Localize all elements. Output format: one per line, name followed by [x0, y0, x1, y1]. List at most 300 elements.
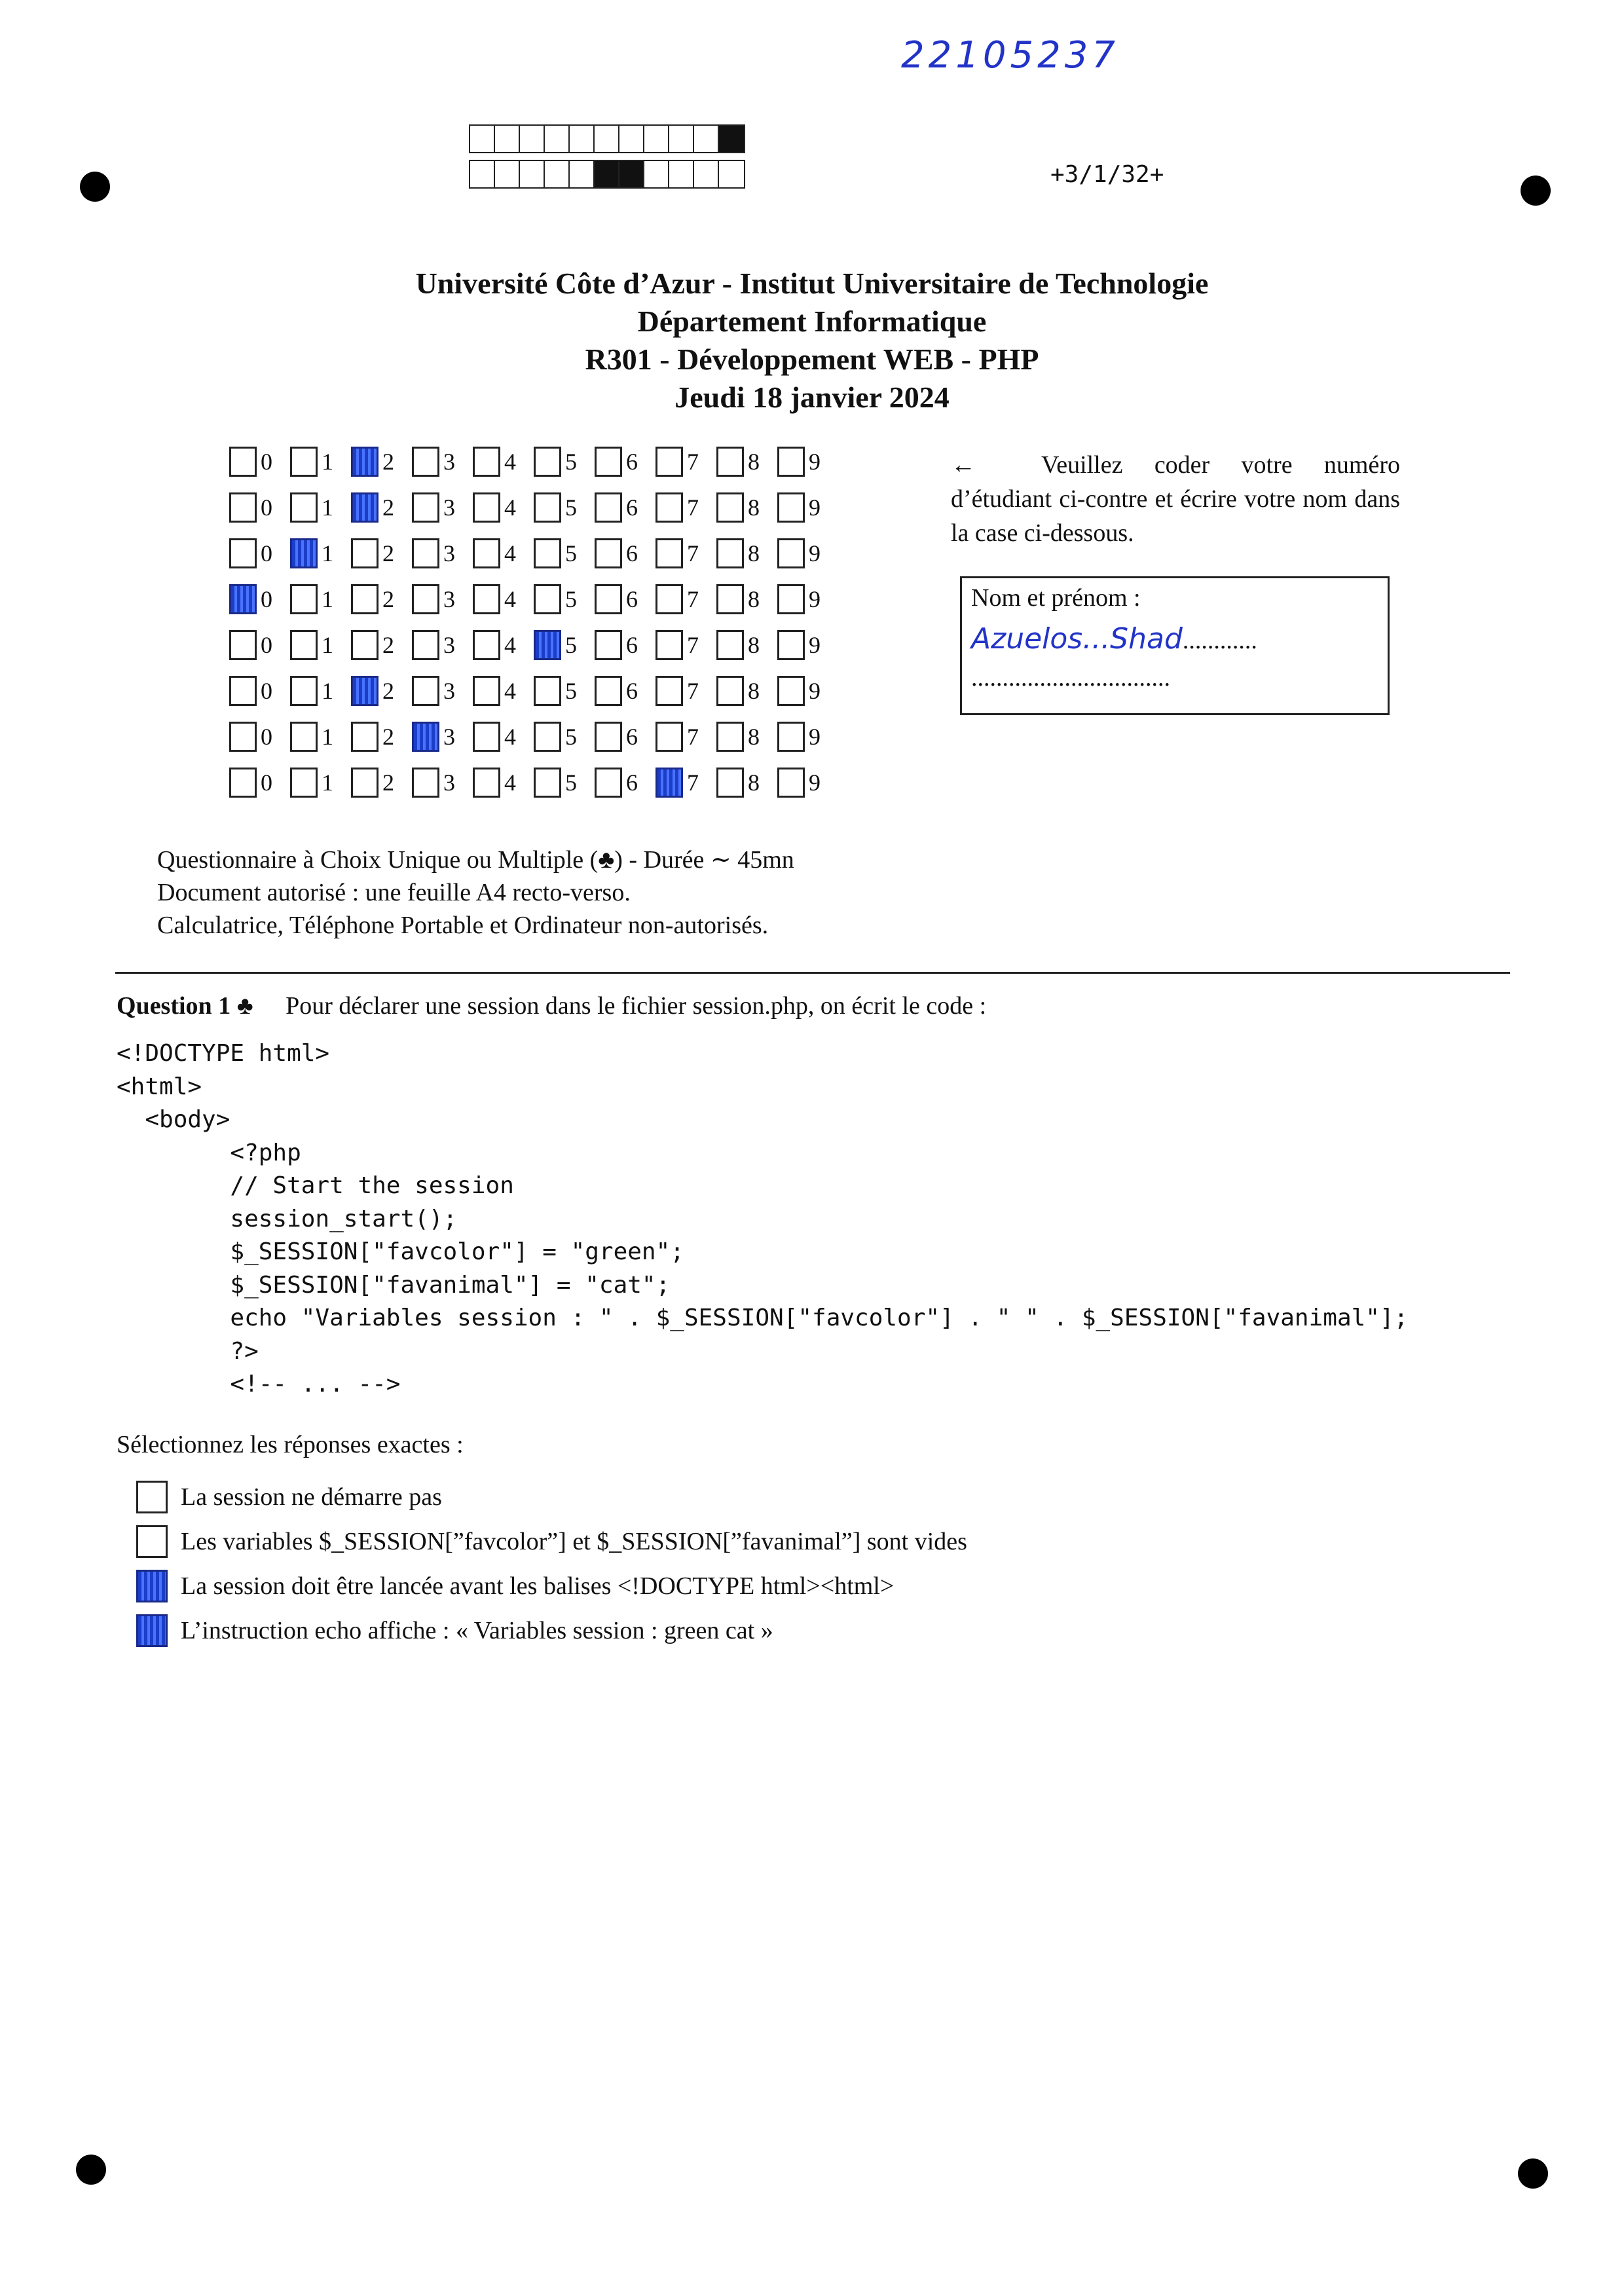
digit-checkbox[interactable] [777, 492, 805, 523]
digit-label: 5 [565, 586, 577, 612]
digit-checkbox[interactable] [229, 584, 257, 614]
digit-checkbox[interactable] [595, 722, 622, 752]
digit-label: 8 [748, 494, 760, 521]
digit-cell [777, 538, 838, 568]
digit-label: 9 [809, 540, 821, 566]
digit-label: 3 [443, 678, 455, 704]
digit-label: 6 [626, 586, 638, 612]
digit-checkbox[interactable] [777, 722, 805, 752]
digit-label: 0 [261, 586, 272, 612]
answer-text: L’instruction echo affiche : « Variables session : green cat » [181, 1616, 773, 1644]
digit-label: 5 [565, 494, 577, 521]
digit-cell [412, 584, 473, 614]
digit-cell [655, 722, 716, 752]
digit-cell [290, 676, 351, 706]
digit-label: 3 [443, 769, 455, 796]
digit-checkbox[interactable] [229, 630, 257, 660]
name-dots-1: ............ [1182, 627, 1257, 654]
digit-label: 7 [687, 494, 699, 521]
digit-cell [473, 447, 534, 477]
digit-checkbox[interactable] [655, 492, 683, 523]
digit-cell [351, 584, 412, 614]
digit-checkbox[interactable] [534, 584, 561, 614]
digit-cell [229, 584, 290, 614]
select-prompt: Sélectionnez les réponses exactes : [117, 1430, 464, 1458]
digit-checkbox[interactable] [351, 676, 378, 706]
digit-label: 2 [382, 632, 394, 658]
digit-cell [229, 768, 290, 798]
digit-label: 7 [687, 724, 699, 750]
digit-label: 1 [322, 494, 333, 521]
code-line: echo "Variables session : " . $_SESSION["favcolor"] . " " . $_SESSION["favanimal"]; [117, 1305, 1409, 1331]
digit-cell [229, 676, 290, 706]
barcode-cell [570, 161, 595, 187]
digit-label: 0 [261, 678, 272, 704]
digit-checkbox[interactable] [290, 630, 318, 660]
digit-checkbox[interactable] [534, 722, 561, 752]
barcode-cell [470, 126, 495, 152]
digit-checkbox[interactable] [229, 722, 257, 752]
digit-cell [290, 447, 351, 477]
barcode-cell [644, 126, 669, 152]
digit-cell [412, 538, 473, 568]
digit-cell [716, 584, 777, 614]
barcode-cell [570, 126, 595, 152]
barcode-cell [495, 126, 520, 152]
digit-checkbox[interactable] [716, 584, 744, 614]
digit-cell [290, 584, 351, 614]
digit-label: 3 [443, 494, 455, 521]
digit-label: 0 [261, 769, 272, 796]
digit-cell [473, 630, 534, 660]
digit-label: 8 [748, 586, 760, 612]
handwritten-name: Azuelos...Shad [971, 622, 1183, 656]
digit-checkbox[interactable] [777, 447, 805, 477]
digit-label: 3 [443, 449, 455, 475]
registration-dot-top-right [1521, 176, 1551, 206]
barcode-cell [595, 126, 619, 152]
digit-checkbox[interactable] [595, 447, 622, 477]
digit-cell [534, 538, 595, 568]
digit-checkbox[interactable] [777, 538, 805, 568]
digit-checkbox[interactable] [655, 768, 683, 798]
page-marker: +3/1/32+ [1050, 161, 1164, 188]
answer-checkbox[interactable] [136, 1614, 168, 1647]
digit-checkbox[interactable] [595, 630, 622, 660]
digit-cell [290, 538, 351, 568]
digit-checkbox[interactable] [290, 768, 318, 798]
digit-checkbox[interactable] [655, 538, 683, 568]
digit-label: 9 [809, 632, 821, 658]
grid-instructions [951, 448, 1400, 550]
digit-cell [716, 447, 777, 477]
digit-cell [412, 630, 473, 660]
digit-label: 7 [687, 632, 699, 658]
grid-row-8 [229, 760, 838, 805]
digit-cell [473, 676, 534, 706]
digit-cell [777, 584, 838, 614]
digit-checkbox[interactable] [595, 584, 622, 614]
digit-label: 1 [322, 678, 333, 704]
digit-cell [716, 676, 777, 706]
digit-cell [229, 447, 290, 477]
digit-checkbox[interactable] [716, 722, 744, 752]
answers-list [136, 1475, 1518, 1653]
digit-cell [473, 492, 534, 523]
digit-label: 7 [687, 586, 699, 612]
grid-row-2 [229, 485, 838, 530]
digit-checkbox[interactable] [290, 538, 318, 568]
digit-cell [777, 492, 838, 523]
digit-checkbox[interactable] [351, 722, 378, 752]
digit-checkbox[interactable] [595, 768, 622, 798]
digit-label: 4 [504, 586, 516, 612]
handwritten-student-number: 22105237 [901, 34, 1120, 77]
digit-label: 6 [626, 449, 638, 475]
name-box[interactable] [960, 576, 1390, 715]
code-line: ?> [117, 1337, 259, 1365]
digit-cell [595, 630, 655, 660]
digit-checkbox[interactable] [412, 630, 439, 660]
digit-checkbox[interactable] [290, 722, 318, 752]
digit-cell [473, 722, 534, 752]
digit-label: 6 [626, 769, 638, 796]
section-divider [115, 972, 1510, 974]
digit-checkbox[interactable] [473, 492, 500, 523]
digit-cell [534, 447, 595, 477]
barcode-cell [470, 161, 495, 187]
digit-cell [412, 447, 473, 477]
digit-label: 6 [626, 494, 638, 521]
digit-cell [777, 722, 838, 752]
digit-label: 1 [322, 632, 333, 658]
digit-label: 0 [261, 724, 272, 750]
digit-checkbox[interactable] [351, 492, 378, 523]
digit-label: 3 [443, 724, 455, 750]
code-block [117, 1037, 1518, 1401]
answer-option[interactable] [136, 1608, 1518, 1653]
digit-cell [716, 538, 777, 568]
digit-label: 8 [748, 769, 760, 796]
digit-label: 7 [687, 540, 699, 566]
exam-info [157, 843, 794, 942]
digit-cell [716, 492, 777, 523]
digit-cell [290, 630, 351, 660]
digit-cell [412, 676, 473, 706]
digit-label: 8 [748, 724, 760, 750]
digit-checkbox[interactable] [351, 768, 378, 798]
digit-checkbox[interactable] [290, 584, 318, 614]
digit-checkbox[interactable] [595, 492, 622, 523]
digit-cell [534, 676, 595, 706]
registration-dot-bottom-left [76, 2155, 106, 2185]
grid-row-7 [229, 714, 838, 760]
digit-label: 5 [565, 724, 577, 750]
digit-checkbox[interactable] [412, 722, 439, 752]
exam-info-format: Questionnaire à Choix Unique ou Multiple (♣) - Durée ∼ 45mn [157, 846, 794, 874]
exam-info-documents: Document autorisé : une feuille A4 recto-verso. [157, 879, 631, 906]
digit-checkbox[interactable] [290, 492, 318, 523]
digit-label: 4 [504, 449, 516, 475]
digit-cell [777, 630, 838, 660]
digit-cell [595, 492, 655, 523]
digit-checkbox[interactable] [534, 676, 561, 706]
digit-checkbox[interactable] [777, 630, 805, 660]
digit-checkbox[interactable] [351, 538, 378, 568]
digit-label: 5 [565, 769, 577, 796]
barcode-cell [520, 126, 545, 152]
digit-label: 8 [748, 540, 760, 566]
digit-cell [534, 492, 595, 523]
digit-label: 2 [382, 769, 394, 796]
digit-checkbox[interactable] [655, 584, 683, 614]
digit-checkbox[interactable] [534, 447, 561, 477]
barcode-cell [719, 161, 744, 187]
digit-label: 9 [809, 494, 821, 521]
digit-checkbox[interactable] [473, 584, 500, 614]
digit-label: 2 [382, 586, 394, 612]
digit-cell [229, 722, 290, 752]
digit-checkbox[interactable] [229, 447, 257, 477]
digit-label: 2 [382, 494, 394, 521]
digit-cell [412, 768, 473, 798]
digit-cell [351, 768, 412, 798]
digit-cell [655, 768, 716, 798]
answer-option[interactable] [136, 1564, 1518, 1608]
digit-label: 9 [809, 586, 821, 612]
digit-label: 0 [261, 449, 272, 475]
barcode-row-1 [469, 124, 745, 153]
digit-cell [351, 722, 412, 752]
digit-label: 6 [626, 632, 638, 658]
answer-text: La session ne démarre pas [181, 1483, 442, 1511]
digit-cell [351, 447, 412, 477]
digit-checkbox[interactable] [473, 538, 500, 568]
digit-cell [229, 630, 290, 660]
name-dots-2: ................................ [971, 664, 1170, 692]
digit-label: 4 [504, 769, 516, 796]
left-arrow-icon: ← [951, 451, 976, 479]
digit-cell [777, 768, 838, 798]
digit-checkbox[interactable] [290, 447, 318, 477]
answer-checkbox[interactable] [136, 1525, 168, 1558]
code-line: $_SESSION["favcolor"] = "green"; [117, 1238, 684, 1265]
digit-checkbox[interactable] [534, 538, 561, 568]
code-line: <html> [117, 1073, 202, 1100]
digit-label: 0 [261, 632, 272, 658]
question-1 [117, 989, 1518, 1653]
answer-checkbox[interactable] [136, 1570, 168, 1602]
barcode-cell [495, 161, 520, 187]
digit-checkbox[interactable] [473, 630, 500, 660]
digit-cell [534, 584, 595, 614]
digit-checkbox[interactable] [229, 538, 257, 568]
digit-label: 9 [809, 769, 821, 796]
digit-checkbox[interactable] [534, 630, 561, 660]
digit-cell [290, 768, 351, 798]
grid-row-3 [229, 530, 838, 576]
barcode-cell [669, 161, 694, 187]
digit-cell [534, 630, 595, 660]
digit-checkbox[interactable] [473, 768, 500, 798]
digit-checkbox[interactable] [595, 676, 622, 706]
digit-label: 7 [687, 769, 699, 796]
digit-checkbox[interactable] [473, 447, 500, 477]
digit-cell [290, 722, 351, 752]
digit-cell [351, 676, 412, 706]
digit-checkbox[interactable] [412, 676, 439, 706]
digit-checkbox[interactable] [655, 630, 683, 660]
code-line: // Start the session [117, 1172, 514, 1199]
code-line: <body> [117, 1106, 231, 1133]
digit-cell [473, 584, 534, 614]
barcode-cell [644, 161, 669, 187]
digit-checkbox[interactable] [290, 676, 318, 706]
barcode-cell [694, 161, 719, 187]
digit-checkbox[interactable] [655, 676, 683, 706]
digit-checkbox[interactable] [229, 768, 257, 798]
digit-checkbox[interactable] [655, 722, 683, 752]
digit-checkbox[interactable] [595, 538, 622, 568]
digit-checkbox[interactable] [412, 492, 439, 523]
answer-option[interactable] [136, 1475, 1518, 1519]
digit-label: 6 [626, 540, 638, 566]
digit-checkbox[interactable] [229, 492, 257, 523]
digit-checkbox[interactable] [412, 447, 439, 477]
code-line: session_start(); [117, 1205, 458, 1232]
digit-cell [595, 676, 655, 706]
answer-text: La session doit être lancée avant les balises <!DOCTYPE html><html> [181, 1572, 895, 1600]
digit-checkbox[interactable] [716, 492, 744, 523]
digit-label: 1 [322, 449, 333, 475]
digit-checkbox[interactable] [351, 447, 378, 477]
answer-option[interactable] [136, 1519, 1518, 1564]
barcode-cell [545, 126, 570, 152]
digit-label: 4 [504, 494, 516, 521]
digit-cell [716, 630, 777, 660]
digit-cell [595, 538, 655, 568]
grid-row-1 [229, 439, 838, 485]
digit-cell [655, 584, 716, 614]
digit-checkbox[interactable] [351, 584, 378, 614]
barcode-cell [694, 126, 719, 152]
digit-checkbox[interactable] [412, 538, 439, 568]
digit-checkbox[interactable] [716, 768, 744, 798]
barcode-cell [520, 161, 545, 187]
digit-label: 0 [261, 494, 272, 521]
digit-label: 4 [504, 724, 516, 750]
digit-cell [655, 447, 716, 477]
digit-cell [655, 630, 716, 660]
digit-label: 8 [748, 449, 760, 475]
digit-cell [595, 722, 655, 752]
digit-checkbox[interactable] [473, 722, 500, 752]
digit-checkbox[interactable] [351, 630, 378, 660]
exam-header [0, 265, 1624, 417]
name-box-label: Nom et prénom : [971, 584, 1141, 612]
answer-text: Les variables $_SESSION[”favcolor”] et $_SESSION[”favanimal”] sont vides [181, 1527, 967, 1555]
digit-label: 8 [748, 632, 760, 658]
header-university: Université Côte d’Azur - Institut Universitaire de Technologie [415, 267, 1209, 300]
digit-checkbox[interactable] [716, 538, 744, 568]
question-1-prompt: Pour déclarer une session dans le fichier session.php, on écrit le code : [286, 992, 987, 1020]
digit-checkbox[interactable] [655, 447, 683, 477]
digit-cell [655, 538, 716, 568]
digit-label: 0 [261, 540, 272, 566]
digit-cell [473, 768, 534, 798]
exam-info-devices: Calculatrice, Téléphone Portable et Ordinateur non-autorisés. [157, 912, 769, 939]
digit-checkbox[interactable] [777, 768, 805, 798]
digit-label: 3 [443, 540, 455, 566]
digit-checkbox[interactable] [534, 492, 561, 523]
digit-label: 9 [809, 724, 821, 750]
digit-cell [655, 492, 716, 523]
code-line: $_SESSION["favanimal"] = "cat"; [117, 1271, 671, 1299]
digit-cell [716, 768, 777, 798]
digit-checkbox[interactable] [229, 676, 257, 706]
digit-checkbox[interactable] [412, 584, 439, 614]
digit-label: 2 [382, 724, 394, 750]
digit-checkbox[interactable] [777, 676, 805, 706]
barcode-cell [619, 161, 644, 187]
header-date: Jeudi 18 janvier 2024 [674, 380, 950, 414]
digit-cell [777, 676, 838, 706]
digit-checkbox[interactable] [412, 768, 439, 798]
digit-label: 1 [322, 586, 333, 612]
digit-checkbox[interactable] [716, 630, 744, 660]
digit-checkbox[interactable] [473, 676, 500, 706]
code-line: <!-- ... --> [117, 1371, 401, 1398]
code-line: <?php [117, 1139, 301, 1166]
barcode-cell [595, 161, 619, 187]
grid-row-6 [229, 668, 838, 714]
digit-cell [412, 722, 473, 752]
digit-label: 5 [565, 540, 577, 566]
code-line: <!DOCTYPE html> [117, 1040, 330, 1067]
instructions-text: Veuillez coder votre numéro d’étudiant ci-contre et écrire votre nom dans la case ci-dessous. [951, 451, 1400, 547]
digit-label: 3 [443, 586, 455, 612]
digit-checkbox[interactable] [534, 768, 561, 798]
digit-label: 2 [382, 678, 394, 704]
digit-cell [777, 447, 838, 477]
barcode-cell [545, 161, 570, 187]
digit-label: 1 [322, 540, 333, 566]
digit-cell [351, 630, 412, 660]
digit-label: 5 [565, 449, 577, 475]
digit-cell [534, 768, 595, 798]
digit-label: 1 [322, 724, 333, 750]
digit-cell [351, 538, 412, 568]
digit-label: 4 [504, 632, 516, 658]
digit-label: 2 [382, 449, 394, 475]
digit-checkbox[interactable] [777, 584, 805, 614]
digit-cell [412, 492, 473, 523]
digit-checkbox[interactable] [716, 447, 744, 477]
header-course: R301 - Développement WEB - PHP [585, 343, 1039, 376]
registration-dot-top-left [80, 172, 110, 202]
barcode [469, 124, 745, 189]
digit-label: 2 [382, 540, 394, 566]
digit-label: 9 [809, 678, 821, 704]
digit-label: 1 [322, 769, 333, 796]
digit-label: 7 [687, 449, 699, 475]
digit-label: 5 [565, 632, 577, 658]
digit-label: 6 [626, 678, 638, 704]
digit-checkbox[interactable] [716, 676, 744, 706]
answer-checkbox[interactable] [136, 1481, 168, 1513]
digit-label: 3 [443, 632, 455, 658]
digit-cell [534, 722, 595, 752]
